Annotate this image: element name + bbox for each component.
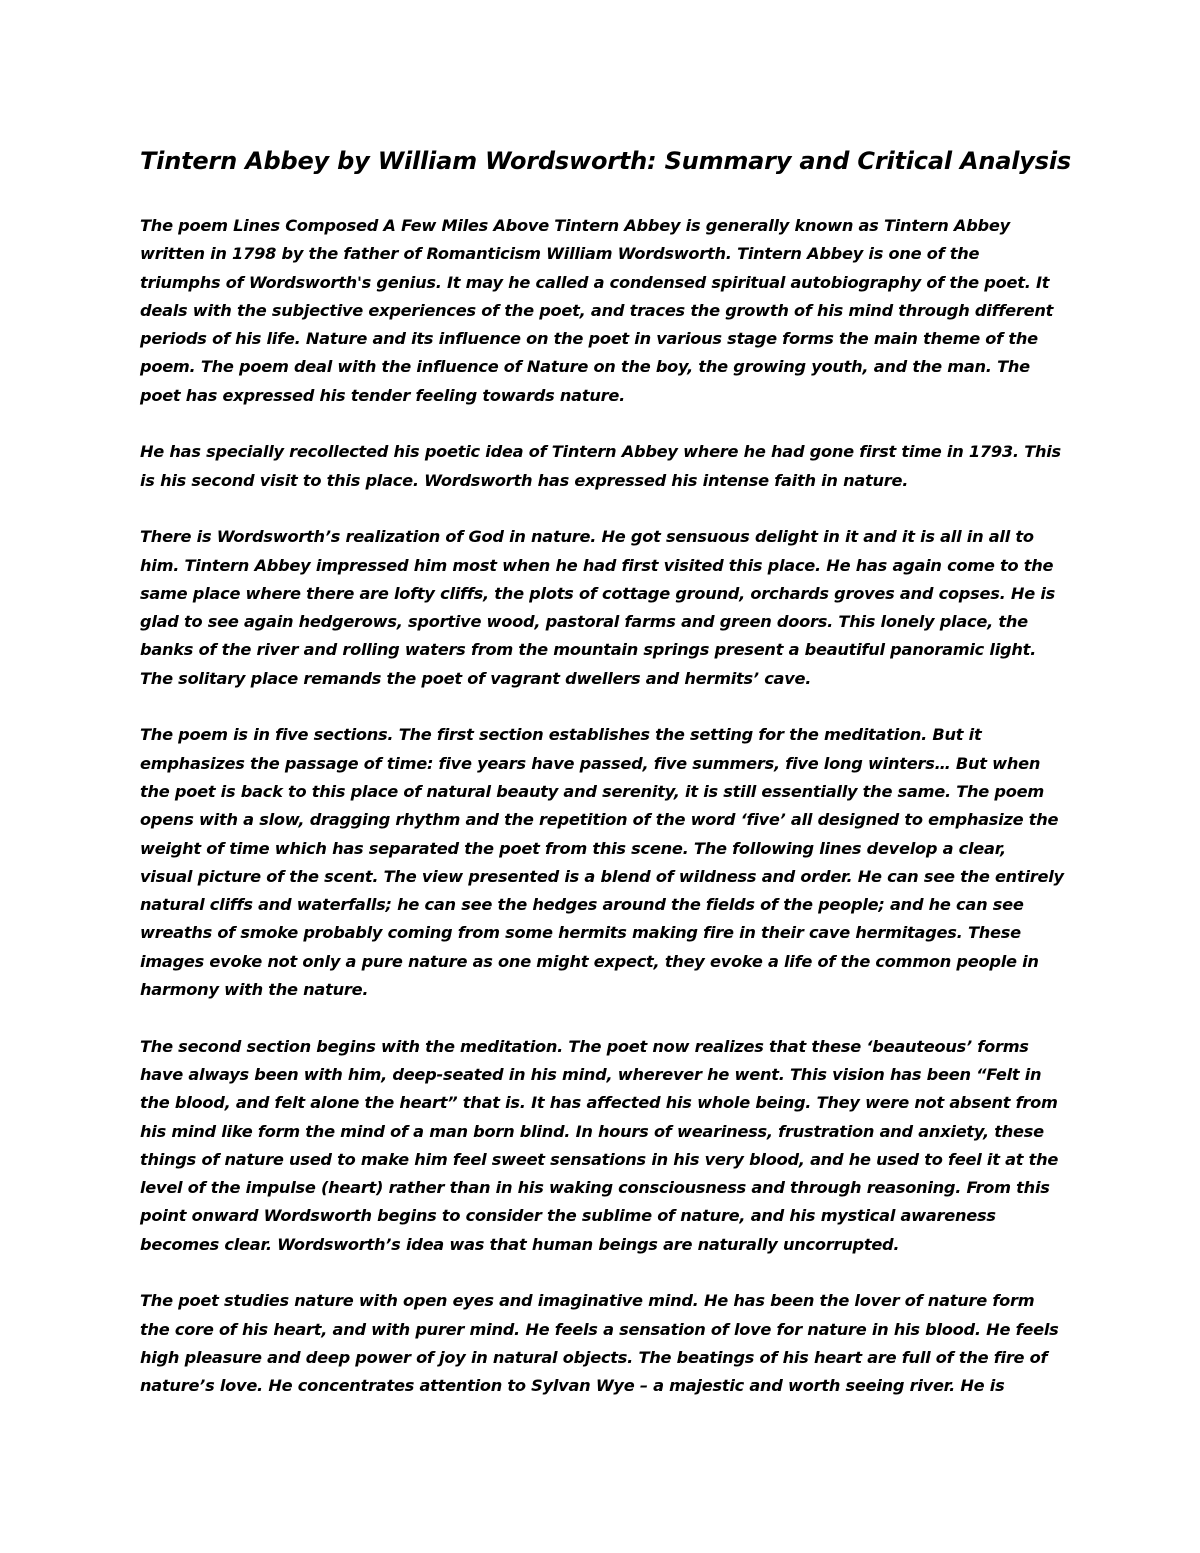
text-line: him. Tintern Abbey impressed him most when he had first visited this place. He has again come to the (140, 555, 1054, 575)
paragraph-1 (140, 212, 1080, 410)
text-line: point onward Wordsworth begins to consider the sublime of nature, and his mystical awareness (140, 1206, 996, 1226)
text-line: weight of time which has separated the poet from this scene. The following lines develop a clear, (140, 838, 1006, 858)
text-line: things of nature used to make him feel sweet sensations in his very blood, and he used to feel it at the (140, 1149, 1059, 1169)
paragraph-4 (140, 721, 1080, 1004)
paragraph-5 (140, 1033, 1080, 1259)
paragraph-6 (140, 1287, 1080, 1400)
text-line: The solitary place remands the poet of vagrant dwellers and hermits’ cave. (140, 668, 812, 688)
text-line: harmony with the nature. (140, 980, 369, 1000)
text-line: The poem Lines Composed A Few Miles Above Tintern Abbey is generally known as Tintern Abbey (140, 216, 1010, 235)
text-line: his mind like form the mind of a man born blind. In hours of weariness, frustration and anxiety, these (140, 1121, 1044, 1141)
text-line: visual picture of the scent. The view presented is a blend of wildness and order. He can see the entirely (140, 866, 1064, 886)
document-body (140, 212, 1080, 1429)
text-line: have always been with him, deep-seated in his mind, wherever he went. This vision has been “Felt in (140, 1064, 1042, 1084)
text-line: emphasizes the passage of time: five years have passed, five summers, five long winters… But when (140, 753, 1041, 773)
text-line: natural cliffs and waterfalls; he can see the hedges around the fields of the people; and he can see (140, 895, 1024, 915)
text-line: level of the impulse (heart) rather than in his waking consciousness and through reasoning. From this (140, 1178, 1050, 1198)
text-line: written in 1798 by the father of Romanticism William Wordsworth. Tintern Abbey is one of the (140, 244, 980, 264)
text-line: glad to see again hedgerows, sportive wood, pastoral farms and green doors. This lonely place, the (140, 612, 1028, 632)
text-line: high pleasure and deep power of joy in natural objects. The beatings of his heart are full of the fire of (140, 1347, 1048, 1367)
text-line: banks of the river and rolling waters from the mountain springs present a beautiful panoramic light. (140, 640, 1036, 660)
text-line: images evoke not only a pure nature as one might expect, they evoke a life of the common people in (140, 951, 1039, 971)
text-line: the blood, and felt alone the heart” that is. It has affected his whole being. They were not absent from (140, 1093, 1058, 1113)
text-line: triumphs of Wordsworth's genius. It may he called a condensed spiritual autobiography of the poet. It (140, 272, 1050, 292)
text-line: periods of his life. Nature and its influence on the poet in various stage forms the main theme of the (140, 329, 1038, 349)
text-line: He has specially recollected his poetic idea of Tintern Abbey where he had gone first time in 1793. This (140, 442, 1061, 462)
text-line: poem. The poem deal with the influence of Nature on the boy, the growing youth, and the man. The (140, 357, 1030, 377)
text-line: The second section begins with the meditation. The poet now realizes that these ‘beauteous’ forms (140, 1036, 1029, 1056)
text-line: wreaths of smoke probably coming from some hermits making fire in their cave hermitages. These (140, 923, 1021, 943)
text-line: The poet studies nature with open eyes and imaginative mind. He has been the lover of nature form (140, 1291, 1035, 1311)
text-line: deals with the subjective experiences of the poet, and traces the growth of his mind through different (140, 300, 1054, 320)
text-line: nature’s love. He concentrates attention to Sylvan Wye – a majestic and worth seeing river. He is (140, 1376, 1005, 1396)
text-line: opens with a slow, dragging rhythm and the repetition of the word ‘five’ all designed to emphasize the (140, 810, 1059, 830)
text-line: becomes clear. Wordsworth’s idea was that human beings are naturally uncorrupted. (140, 1234, 900, 1254)
text-line: There is Wordsworth’s realization of God in nature. He got sensuous delight in it and it is all in all to (140, 527, 1034, 547)
text-line: the poet is back to this place of natural beauty and serenity, it is still essentially the same. The poem (140, 781, 1044, 801)
document-title: Tintern Abbey by William Wordsworth: Summary and Critical Analysis (140, 147, 1071, 175)
paragraph-2 (140, 438, 1080, 495)
text-line: same place where there are lofty cliffs, the plots of cottage ground, orchards groves and copses. He is (140, 583, 1056, 603)
text-line: the core of his heart, and with purer mind. He feels a sensation of love for nature in his blood. He feels (140, 1319, 1059, 1339)
text-line: The poem is in five sections. The first section establishes the setting for the meditation. But it (140, 725, 982, 745)
paragraph-3 (140, 523, 1080, 693)
text-line: is his second visit to this place. Wordsworth has expressed his intense faith in nature. (140, 470, 909, 490)
text-line: poet has expressed his tender feeling towards nature. (140, 385, 625, 405)
